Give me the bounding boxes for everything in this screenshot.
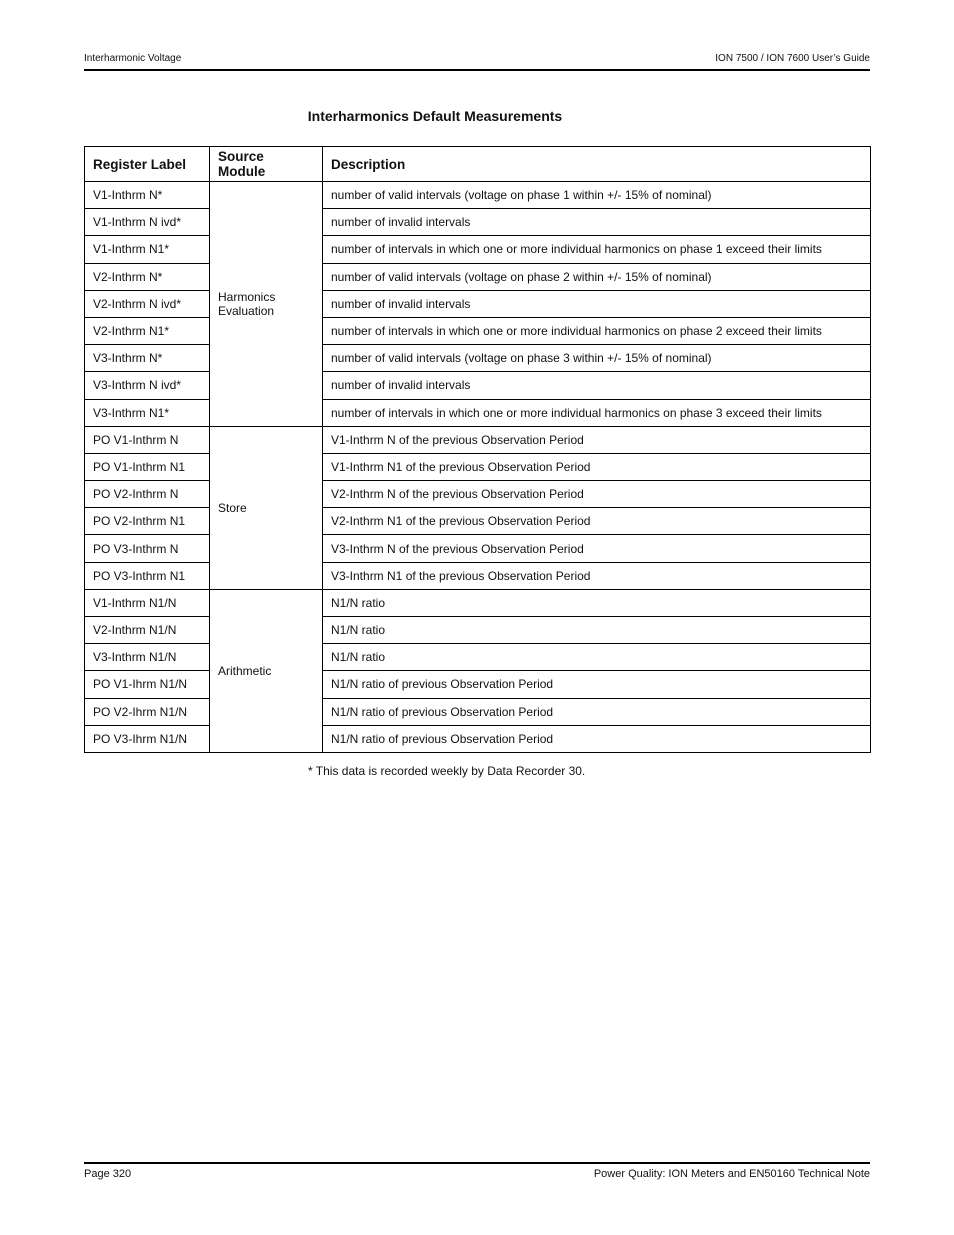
register-label-cell: V3-Inthrm N1/N [85, 644, 210, 671]
table-row [85, 671, 871, 698]
register-label-cell: V2-Inthrm N1/N [85, 617, 210, 644]
table-row [85, 481, 871, 508]
description-cell: V1-Inthrm N1 of the previous Observation Period [323, 453, 871, 480]
description-cell: number of invalid intervals [323, 290, 871, 317]
table-row [85, 372, 871, 399]
table-row [85, 508, 871, 535]
table-row [85, 317, 871, 344]
table-row [85, 263, 871, 290]
table-row [85, 589, 871, 616]
description-cell: V2-Inthrm N1 of the previous Observation Period [323, 508, 871, 535]
description-cell: number of intervals in which one or more individual harmonics on phase 3 exceed their limits [323, 399, 871, 426]
table-row [85, 698, 871, 725]
description-cell: number of valid intervals (voltage on phase 3 within +/- 15% of nominal) [323, 345, 871, 372]
register-label-cell: V1-Inthrm N1* [85, 236, 210, 263]
register-label-cell: V1-Inthrm N1/N [85, 589, 210, 616]
description-cell: N1/N ratio [323, 644, 871, 671]
table-row [85, 644, 871, 671]
description-cell: number of valid intervals (voltage on phase 2 within +/- 15% of nominal) [323, 263, 871, 290]
table-row [85, 290, 871, 317]
register-label-cell: PO V3-Inthrm N1 [85, 562, 210, 589]
header-divider [84, 69, 870, 71]
table-row [85, 426, 871, 453]
register-label-cell: PO V3-Inthrm N [85, 535, 210, 562]
description-cell: N1/N ratio of previous Observation Period [323, 698, 871, 725]
register-label-cell: PO V2-Ihrm N1/N [85, 698, 210, 725]
register-label-cell: V2-Inthrm N* [85, 263, 210, 290]
register-label-cell: PO V3-Ihrm N1/N [85, 725, 210, 752]
description-cell: N1/N ratio of previous Observation Period [323, 671, 871, 698]
measurements-table-container [84, 146, 870, 753]
column-header-source-module: Source Module [210, 147, 323, 182]
register-label-cell: V3-Inthrm N1* [85, 399, 210, 426]
table-row [85, 725, 871, 752]
description-cell: N1/N ratio of previous Observation Period [323, 725, 871, 752]
source-module-cell: Store [210, 426, 323, 589]
table-row [85, 562, 871, 589]
description-cell: number of invalid intervals [323, 372, 871, 399]
table-row [85, 535, 871, 562]
register-label-cell: V1-Inthrm N* [85, 182, 210, 209]
footer-divider [84, 1162, 870, 1164]
description-cell: V3-Inthrm N of the previous Observation Period [323, 535, 871, 562]
table-body [85, 182, 871, 753]
running-header-book-title: ION 7500 / ION 7600 User’s Guide [715, 53, 870, 64]
description-cell: number of invalid intervals [323, 209, 871, 236]
table-title: Interharmonics Default Measurements [307, 108, 563, 124]
register-label-cell: V2-Inthrm N ivd* [85, 290, 210, 317]
source-module-cell: Arithmetic [210, 589, 323, 752]
register-label-cell: PO V1-Inthrm N1 [85, 453, 210, 480]
register-label-cell: V3-Inthrm N ivd* [85, 372, 210, 399]
register-label-cell: PO V2-Inthrm N1 [85, 508, 210, 535]
register-label-cell: V2-Inthrm N1* [85, 317, 210, 344]
register-label-cell: PO V1-Inthrm N [85, 426, 210, 453]
description-cell: number of intervals in which one or more individual harmonics on phase 1 exceed their limits [323, 236, 871, 263]
table-footnote: * This data is recorded weekly by Data Recorder 30. [308, 764, 586, 778]
table-row [85, 182, 871, 209]
register-label-cell: PO V2-Inthrm N [85, 481, 210, 508]
description-cell: V3-Inthrm N1 of the previous Observation Period [323, 562, 871, 589]
register-label-cell: V3-Inthrm N* [85, 345, 210, 372]
source-module-cell: Harmonics Evaluation [210, 182, 323, 427]
description-cell: number of valid intervals (voltage on phase 1 within +/- 15% of nominal) [323, 182, 871, 209]
table-row [85, 617, 871, 644]
table-row [85, 236, 871, 263]
footer-document-title: Power Quality: ION Meters and EN50160 Technical Note [593, 1168, 870, 1180]
table-row [85, 345, 871, 372]
register-label-cell: V1-Inthrm N ivd* [85, 209, 210, 236]
description-cell: number of intervals in which one or more individual harmonics on phase 2 exceed their limits [323, 317, 871, 344]
register-label-cell: PO V1-Ihrm N1/N [85, 671, 210, 698]
table-row [85, 209, 871, 236]
description-cell: V1-Inthrm N of the previous Observation Period [323, 426, 871, 453]
description-cell: N1/N ratio [323, 589, 871, 616]
description-cell: N1/N ratio [323, 617, 871, 644]
column-header-description: Description [323, 147, 871, 182]
measurements-table [84, 146, 871, 753]
table-row [85, 399, 871, 426]
table-row [85, 453, 871, 480]
table-header-row [85, 147, 871, 182]
page-number: Page 320 [84, 1168, 132, 1180]
description-cell: V2-Inthrm N of the previous Observation Period [323, 481, 871, 508]
running-header-section: Interharmonic Voltage [84, 53, 182, 64]
column-header-register-label: Register Label [85, 147, 210, 182]
